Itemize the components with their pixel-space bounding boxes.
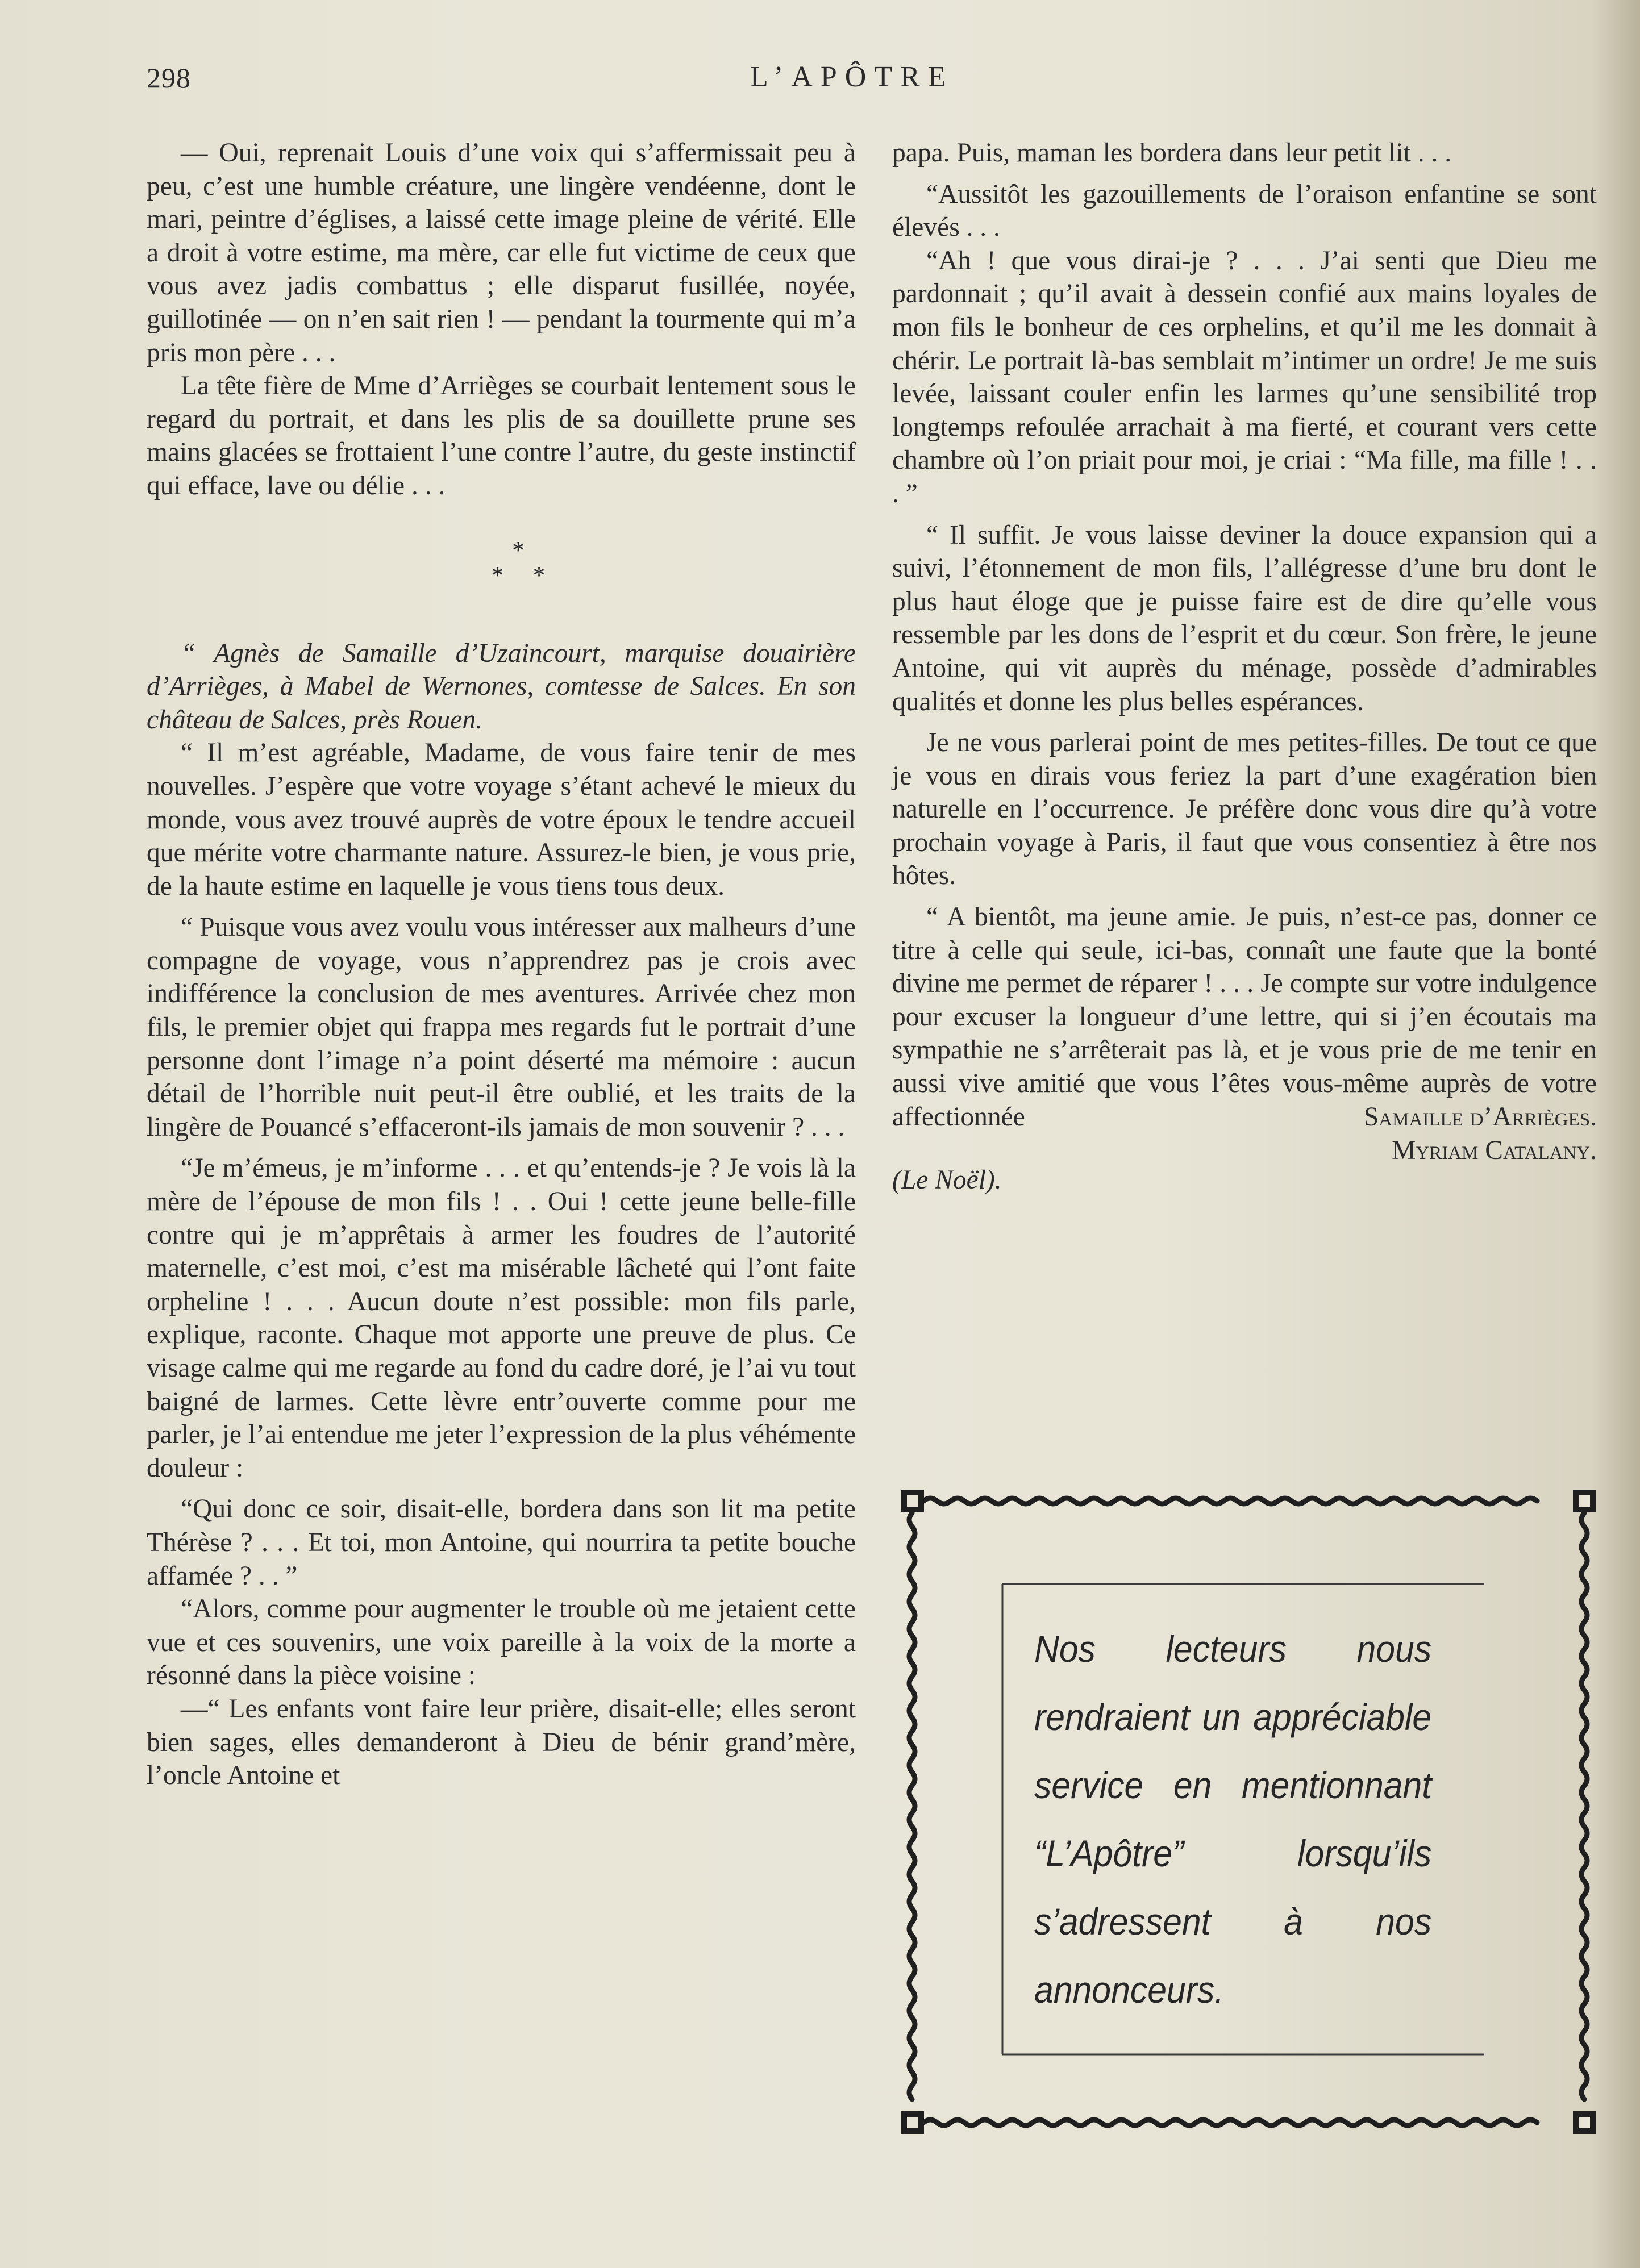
article-author: Myriam Catalany. [1392, 1135, 1597, 1165]
article-source: (Le Noël). [892, 1165, 1002, 1195]
paragraph: “Alors, comme pour augmenter le trouble où me jetaient cette vue et ces souvenirs, une voix pareille à la voix de la morte a résonné dans la pièce voisine : [147, 1594, 856, 1691]
letter-address: “ Agnès de Samaille d’Uzaincourt, marquise douairière d’Arrièges, à Mabel de Wernones, comtesse de Salces. En son château de Salces, près Rouen. [147, 638, 856, 735]
paragraph: “ A bientôt, ma jeune amie. Je puis, n’est-ce pas, donner ce titre à celle qui seule, ici-bas, connaît une faute que la bonté divine me permet de réparer ! . . . Je compte sur votre indulgence pour excuser la longueur d’une lettre, qui si j’en écoutais ma sympathie ne s’arrêterait pas là, et je vous prie de me tenir en aussi vive amitié que vous l’êtes vous-même auprès de votre affectionnée [892, 902, 1597, 1132]
paragraph: “Aussitôt les gazouillements de l’oraison enfantine se sont élevés . . . [892, 179, 1597, 243]
advertisement-box [1002, 1584, 1484, 2056]
section-break [147, 538, 856, 588]
advertisement-text: Nos lecteurs nous rendraient un appréciable service en mentionnant “L’Apôtre” lorsqu’ils s’adressent à nos annonceurs. [1034, 1628, 1432, 2011]
paragraph: —“ Les enfants vont faire leur prière, disait-elle; elles seront bien sages, elles demanderont à Dieu de bénir grand’mère, l’oncle Antoine et [147, 1694, 856, 1791]
paragraph: “Qui donc ce soir, disait-elle, bordera dans son lit ma petite Thérèse ? . . . Et toi, mon Antoine, qui nourrira ta petite bouche affamée ? . . ” [147, 1494, 856, 1591]
asterism-top: * [512, 536, 525, 564]
paragraph: Je ne vous parlerai point de mes petites-filles. De tout ce que je vous en dirais vous feriez la part d’une exagération bien naturelle en l’occurrence. Je préfère donc vous dire qu’à votre prochain voyage à Paris, il faut que vous consentiez à être nos hôtes. [892, 728, 1597, 891]
paragraph: — Oui, reprenait Louis d’une voix qui s’affermissait peu à peu, c’est une humble créature, une lingère vendéenne, dont le mari, peintre d’églises, a laissé cette image pleine de vérité. Elle a droit à votre estime, ma mère, car elle fut victime de ceux que vous avez jadis combattus ; elle disparut fusillée, noyée, guillotinée — on n’en sait rien ! — pendant la tourmente qui m’a pris mon père . . . [147, 138, 856, 368]
paragraph: “ Il m’est agréable, Madame, de vous faire tenir de mes nouvelles. J’espère que votre voyage s’étant achevé le mieux du monde, vous avez trouvé auprès de votre époux le tendre accueil que mérite votre charmante nature. Assurez-le bien, je vous prie, de la haute estime en laquelle je vous tiens tous deux. [147, 738, 856, 901]
running-title: L’APÔTRE [750, 61, 954, 93]
page-header [147, 57, 1566, 102]
right-column [892, 136, 1597, 1197]
paragraph: “Ah ! que vous dirai-je ? . . . J’ai senti que Dieu me pardonnait ; qu’il avait à dessein confié aux mains loyales de mon fils le bonheur de ces orphelins, et qu’il me les donnait à chérir. Le portrait là-bas semblait m’intimer un ordre! Je me suis levée, laissant couler enfin les larmes qu’une sensibilité trop longtemps refoulée arrachait à ma fierté, et courant vers cette chambre où l’on priait pour moi, je criai : “Ma fille, ma fille ! . . . ” [892, 245, 1597, 508]
asterism-bottom: * * [491, 561, 546, 589]
left-column [147, 136, 856, 1792]
paragraph-continuation: papa. Puis, maman les bordera dans leur petit lit . . . [892, 138, 1452, 168]
paragraph: “ Puisque vous avez voulu vous intéresser aux malheurs d’une compagne de voyage, vous n’apprendrez pas je crois avec indifférence la conclusion de mes aventures. Arrivée chez mon fils, le premier objet qui frappa mes regards fut le portrait d’une personne dont l’image n’a point déserté ma mémoire : aucun détail de l’horrible nuit peut-il être oublié, et les traits de la lingère de Pouancé s’effaceront-ils jamais de mon souvenir ? . . . [147, 912, 856, 1142]
advertisement-frame [898, 1482, 1597, 2145]
paragraph: “Je m’émeus, je m’informe . . . et qu’entends-je ? Je vois là la mère de l’épouse de mon fils ! . . Oui ! cette jeune belle-fille contre qui je m’apprêtais à armer les foudres de l’autorité maternelle, c’est moi, c’est ma misérable lâcheté qui l’ont faite orpheline ! . . . Aucun doute n’est possible: mon fils parle, explique, raconte. Chaque mot apporte une preuve de plus. Ce visage calme qui me regarde au fond du cadre doré, je l’ai vu tout baigné de larmes. Cette lèvre entr’ouverte comme pour me parler, je l’ai entendue me jeter l’expression de la plus véhémente douleur : [147, 1153, 856, 1483]
page-number: 298 [147, 62, 191, 94]
paragraph: La tête fière de Mme d’Arrièges se courbait lentement sous le regard du portrait, et dans les plis de sa douillette prune ses mains glacées se frottaient l’une contre l’autre, du geste instinctif qui efface, lave ou délie . . . [147, 371, 856, 501]
paragraph: “ Il suffit. Je vous laisse deviner la douce expansion qui a suivi, l’étonnement de mon fils, l’allégresse d’une bru dont le plus haut éloge que je puisse faire est de dire qu’elle vous ressemble par les dons de l’esprit et du cœur. Son frère, le jeune Antoine, qui vit auprès du ménage, possède d’admirables qualités et donne les plus belles espérances. [892, 520, 1597, 716]
letter-signature: Samaille d’Arrièges. [1363, 1102, 1597, 1132]
